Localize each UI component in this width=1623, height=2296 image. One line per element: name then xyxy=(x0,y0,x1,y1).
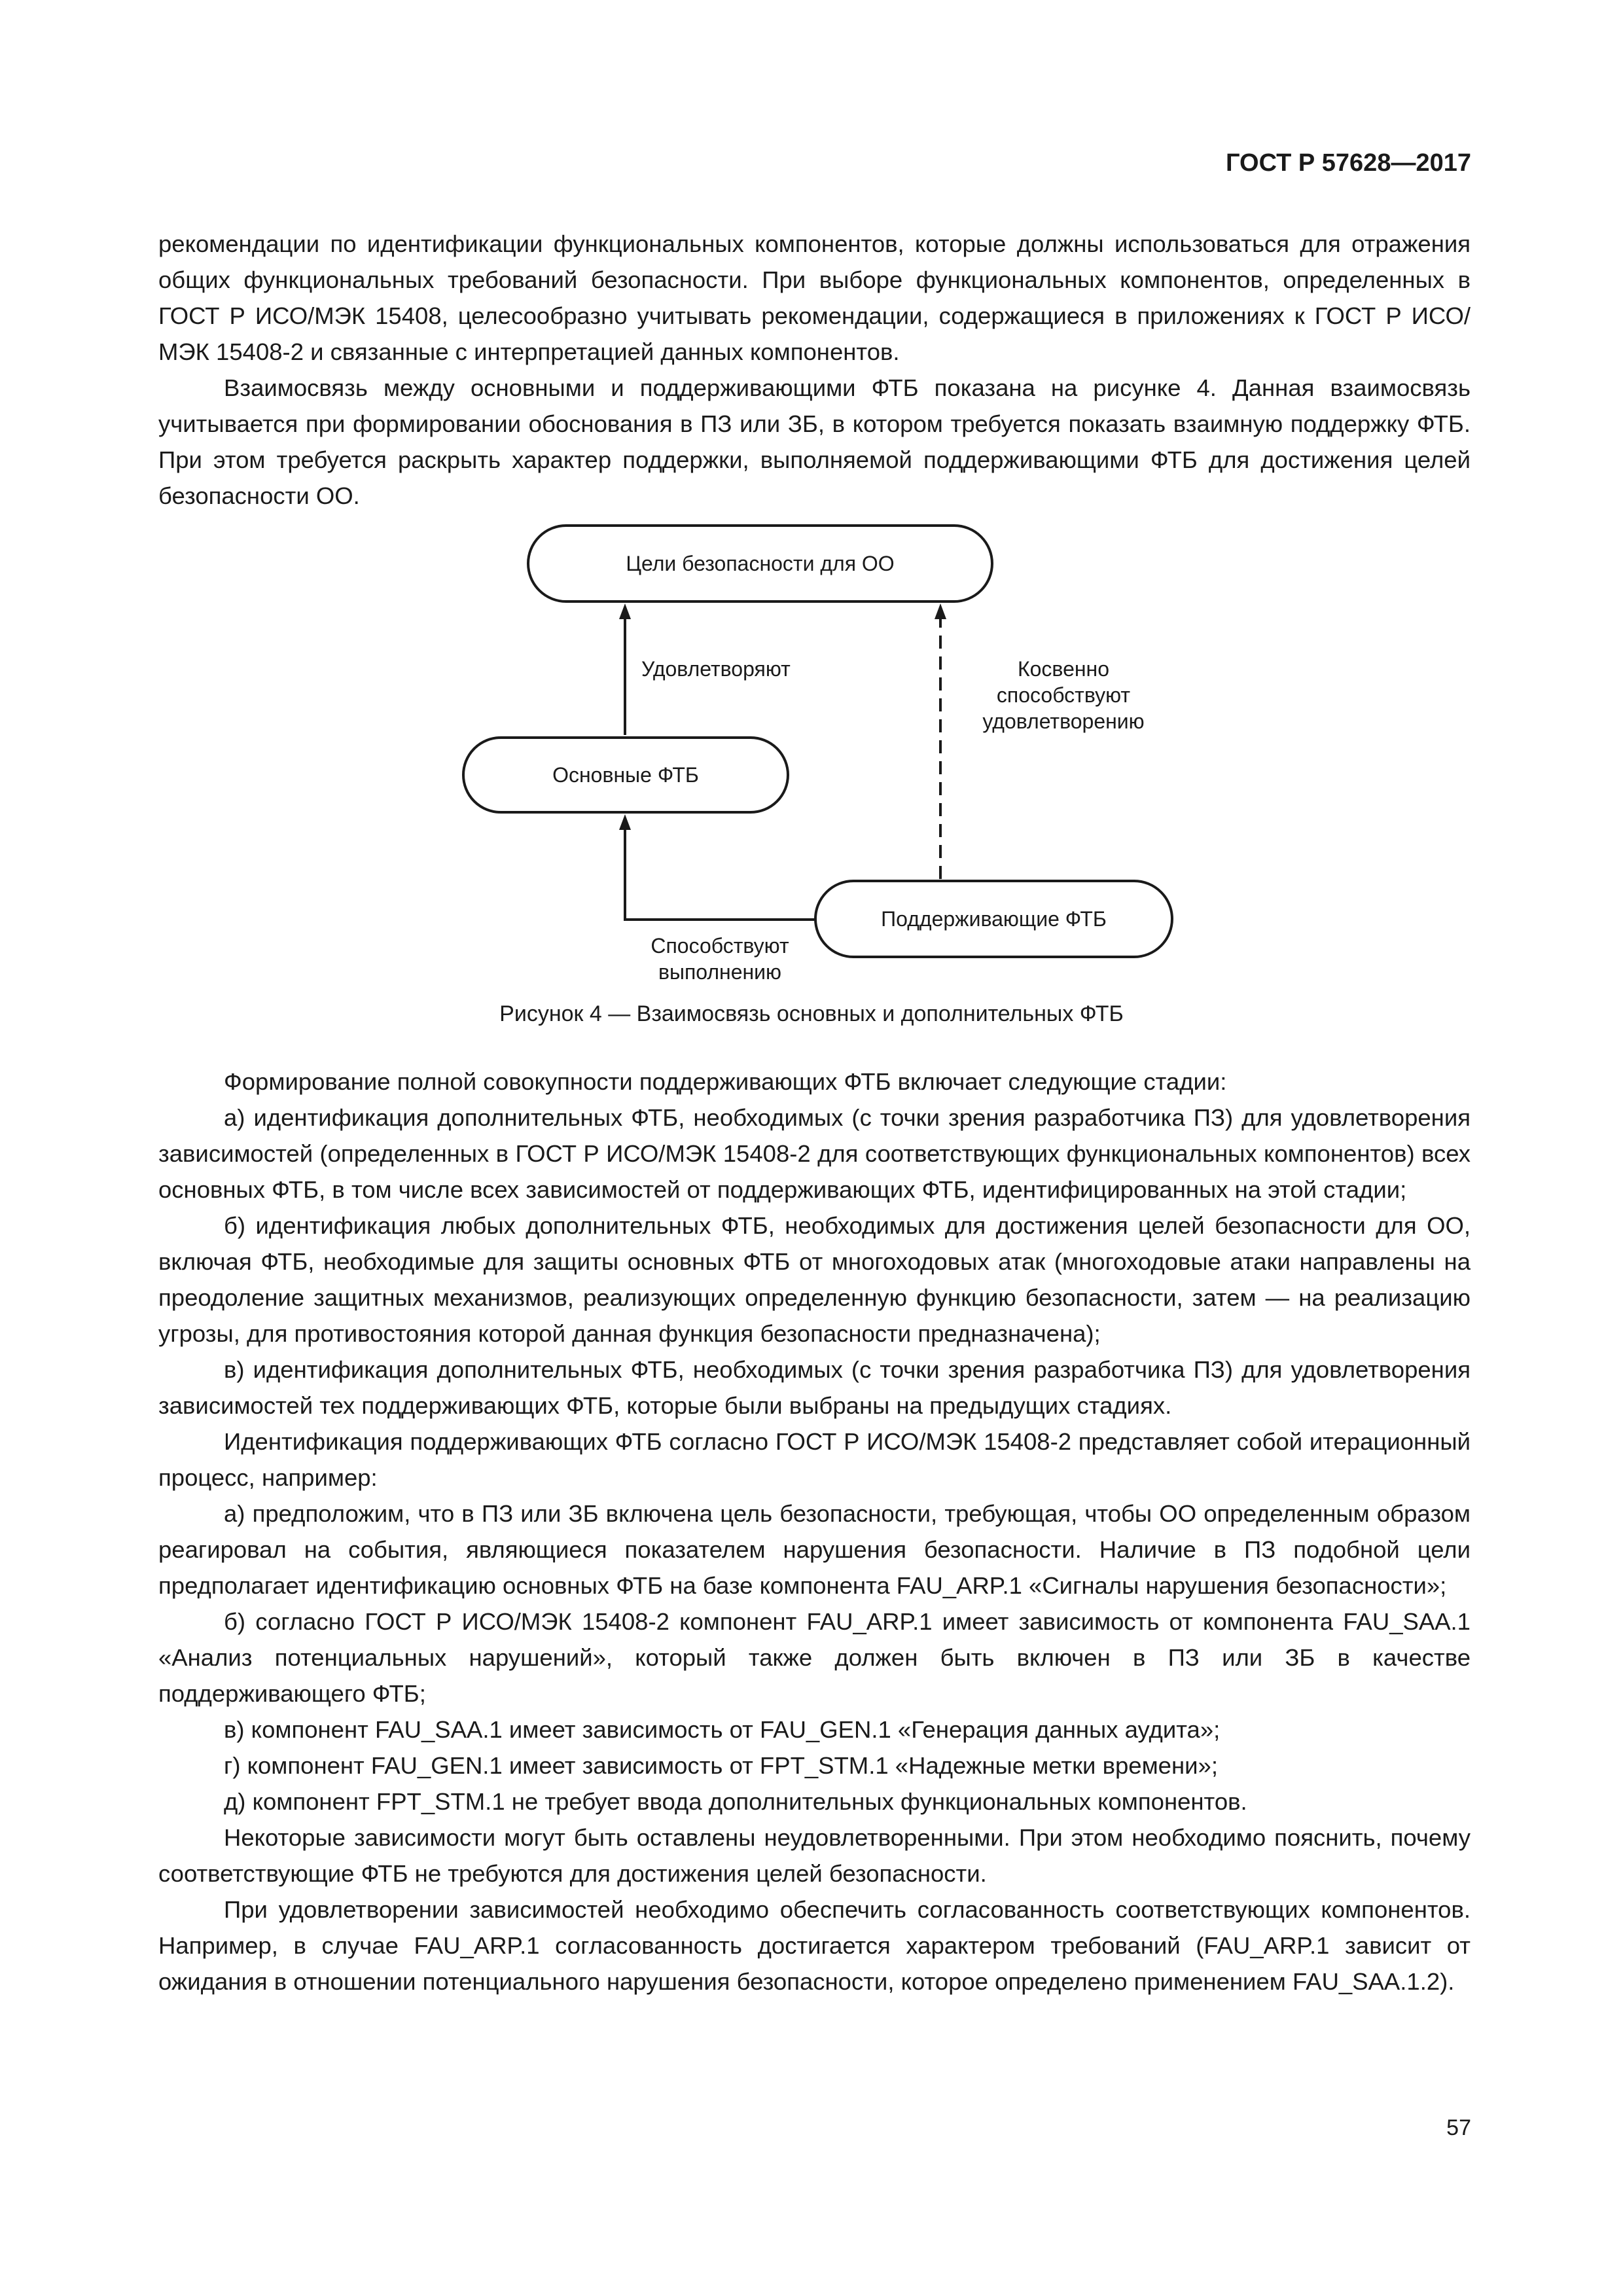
label-contribute-line: Способствуют xyxy=(651,934,789,958)
document-header-id: ГОСТ Р 57628—2017 xyxy=(1226,149,1471,177)
arrowhead-main xyxy=(619,814,631,830)
list-item: а) идентификация дополнительных ФТБ, необходимых (с точки зрения разработчика ПЗ) для удовлетворения зависимостей (определенных в ГОСТ Р ИСО/МЭК 15408-2 для соответствующих функциональных компонентов) всех основных ФТБ, в том числе всех зависимостей от поддерживающих ФТБ, идентифицированных на этой стадии; xyxy=(158,1104,1471,1203)
list-item: г) компонент FAU_GEN.1 имеет зависимость от FPT_STM.1 «Надежные метки времени»; xyxy=(224,1752,1218,1779)
label-indirect xyxy=(955,656,1171,734)
box-supporting-sfr: Поддерживающие ФТБ xyxy=(814,880,1173,958)
paragraph: рекомендации по идентификации функциональных компонентов, которые должны использоваться для отражения общих функциональных требований безопасности. При выборе функциональных компонентов, определенных в ГОСТ Р ИСО/МЭК 15408, целесообразно учитывать рекомендации, содержащиеся в приложениях к ГОСТ Р ИСО/МЭК 15408-2 и связанные с интерпретацией данных компонентов. xyxy=(158,230,1471,365)
paragraph: Взаимосвязь между основными и поддерживающими ФТБ показана на рисунке 4. Данная взаимосвязь учитывается при формировании обоснования в ПЗ или ЗБ, в котором требуется показать взаимную поддержку ФТБ. При этом требуется раскрыть характер поддержки, выполняемой поддерживающими ФТБ для достижения целей безопасности ОО. xyxy=(158,374,1471,509)
list-item: б) идентификация любых дополнительных ФТБ, необходимых для достижения целей безопасности для ОО, включая ФТБ, необходимые для защиты основных ФТБ от многоходовых атак (многоходовые атаки направлены на преодоление защитных механизмов, реализующих определенную функцию безопасности, затем — на реализацию угрозы, для противостояния которой данная функция безопасности предназначена); xyxy=(158,1212,1471,1347)
list-item: а) предположим, что в ПЗ или ЗБ включена цель безопасности, требующая, чтобы ОО определенным образом реагировал на события, являющиеся показателем нарушения безопасности. Наличие в ПЗ подобной цели предполагает идентификацию основных ФТБ на базе компонента FAU_ARP.1 «Сигналы нарушения безопасности»; xyxy=(158,1500,1471,1599)
paragraph: Некоторые зависимости могут быть оставлены неудовлетворенными. При этом необходимо пояснить, почему соответствующие ФТБ не требуются для достижения целей безопасности. xyxy=(158,1824,1471,1887)
box-main-sfr: Основные ФТБ xyxy=(462,736,789,814)
figure-4 xyxy=(0,0,1623,1047)
box-security-goals: Цели безопасности для ОО xyxy=(527,524,993,603)
arrow-support-to-main xyxy=(625,826,815,920)
arrowhead-goals-solid xyxy=(619,603,631,619)
list-item: б) согласно ГОСТ Р ИСО/МЭК 15408-2 компонент FAU_ARP.1 имеет зависимость от компонента FAU_SAA.1 «Анализ потенциальных нарушений», который также должен быть включен в ПЗ или ЗБ в качестве поддерживающего ФТБ; xyxy=(158,1608,1471,1707)
list-item: д) компонент FPT_STM.1 не требует ввода дополнительных функциональных компонентов. xyxy=(224,1788,1247,1815)
label-contribute xyxy=(622,933,818,985)
label-contribute-line: выполнению xyxy=(658,960,782,984)
list-item: в) компонент FAU_SAA.1 имеет зависимость от FAU_GEN.1 «Генерация данных аудита»; xyxy=(224,1716,1221,1743)
paragraph: Идентификация поддерживающих ФТБ согласно ГОСТ Р ИСО/МЭК 15408-2 представляет собой итерационный процесс, например: xyxy=(158,1428,1471,1491)
text-block-bottom xyxy=(158,1064,1471,2000)
label-satisfy: Удовлетворяют xyxy=(641,657,791,681)
paragraph: При удовлетворении зависимостей необходимо обеспечить согласованность соответствующих компонентов. Например, в случае FAU_ARP.1 согласованность достигается характером требований (FAU_ARP.1 зависит от ожидания в отношении потенциального нарушения безопасности, которое определено применением FAU_SAA.1.2). xyxy=(158,1896,1471,1995)
figure-caption: Рисунок 4 — Взаимосвязь основных и дополнительных ФТБ xyxy=(499,1001,1124,1026)
label-indirect-line: Косвенно xyxy=(1017,657,1109,681)
figure-connectors xyxy=(0,0,1623,1047)
arrowhead-goals-dashed xyxy=(935,603,946,619)
label-indirect-line: способствуют xyxy=(996,683,1131,707)
page-number: 57 xyxy=(1446,2115,1471,2140)
label-indirect-line: удовлетворению xyxy=(982,709,1145,733)
list-item: в) идентификация дополнительных ФТБ, необходимых (с точки зрения разработчика ПЗ) для удовлетворения зависимостей тех поддерживающих ФТБ, которые были выбраны на предыдущих стадиях. xyxy=(158,1356,1471,1419)
paragraph: Формирование полной совокупности поддерживающих ФТБ включает следующие стадии: xyxy=(224,1068,1227,1095)
